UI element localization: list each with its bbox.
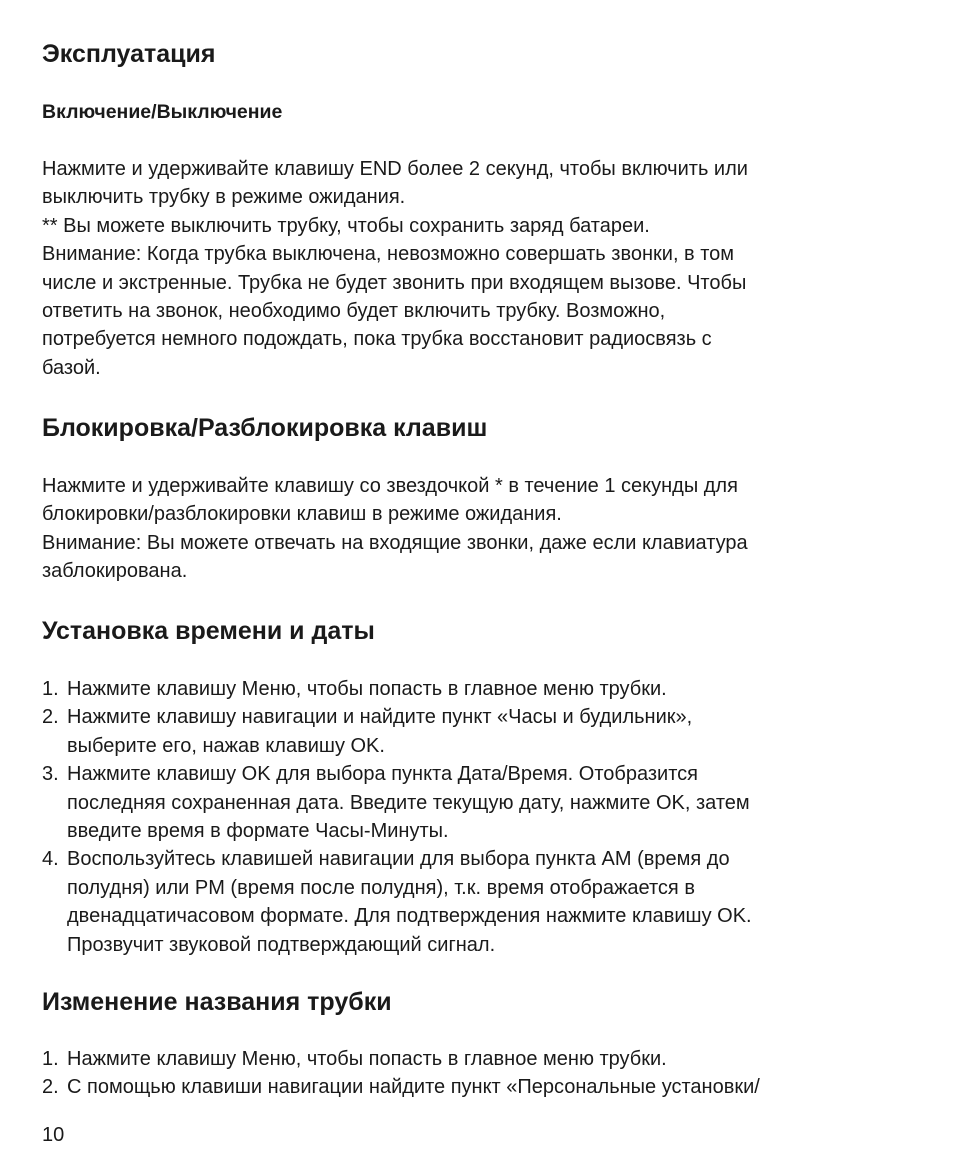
text-line: ** Вы можете выключить трубку, чтобы сохранить заряд батареи. xyxy=(42,214,650,237)
list-item-number: 2. xyxy=(42,1076,59,1099)
text-line: полудня) или PM (время после полудня), т.к. время отображается в xyxy=(67,876,695,899)
list-item-number: 1. xyxy=(42,1048,59,1070)
list-item-number: 1. xyxy=(42,678,59,700)
text-line: Нажмите клавишу навигации и найдите пункт «Часы и будильник», xyxy=(67,706,693,729)
text-line: последняя сохраненная дата. Введите текущую дату, нажмите OK, затем xyxy=(67,791,750,814)
text-line: базой. xyxy=(42,356,101,379)
list-item xyxy=(42,1073,922,1101)
text-line: Нажмите клавишу Меню, чтобы попасть в главное меню трубки. xyxy=(67,678,667,700)
text-line: введите время в формате Часы-Минуты. xyxy=(67,820,449,843)
text-line: заблокирована. xyxy=(42,560,188,583)
keylock-paragraph xyxy=(42,472,922,586)
section-heading-rename: Изменение названия трубки xyxy=(42,988,392,1016)
text-line: Внимание: Вы можете отвечать на входящие звонки, даже если клавиатура xyxy=(42,531,748,554)
text-line: Нажмите и удерживайте клавишу со звездочкой * в течение 1 секунды для xyxy=(42,475,738,497)
list-item-number: 3. xyxy=(42,763,59,786)
text-line: ответить на звонок, необходимо будет включить трубку. Возможно, xyxy=(42,300,666,323)
datetime-steps-list xyxy=(42,675,922,959)
text-line: двенадцатичасовом формате. Для подтверждения нажмите клавишу OK. xyxy=(67,905,752,928)
text-line: Внимание: Когда трубка выключена, невозможно совершать звонки, в том xyxy=(42,243,735,266)
text-line: Нажмите клавишу OK для выбора пункта Дата/Время. Отобразится xyxy=(67,763,698,786)
text-line: Воспользуйтесь клавишей навигации для выбора пункта AM (время до xyxy=(67,848,730,871)
text-line: Нажмите клавишу Меню, чтобы попасть в главное меню трубки. xyxy=(67,1048,667,1070)
text-line: С помощью клавиши навигации найдите пункт «Персональные установки/ xyxy=(67,1076,760,1099)
list-item xyxy=(42,1045,922,1073)
list-item xyxy=(42,675,922,703)
section-heading-keylock: Блокировка/Разблокировка клавиш xyxy=(42,414,488,442)
list-item-number: 2. xyxy=(42,706,59,729)
section-heading-power: Включение/Выключение xyxy=(42,101,283,123)
power-paragraph xyxy=(42,155,922,382)
text-line: выберите его, нажав клавишу OK. xyxy=(67,734,385,757)
rename-steps-list xyxy=(42,1045,922,1102)
list-item xyxy=(42,845,922,959)
list-item xyxy=(42,760,922,845)
list-item-number: 4. xyxy=(42,848,59,871)
text-line: блокировки/разблокировки клавиш в режиме ожидания. xyxy=(42,503,562,526)
text-line: числе и экстренные. Трубка не будет звонить при входящем вызове. Чтобы xyxy=(42,271,747,294)
text-line: Нажмите и удерживайте клавишу END более 2 секунд, чтобы включить или xyxy=(42,158,748,180)
page-number: 10 xyxy=(42,1124,65,1146)
text-line: Прозвучит звуковой подтверждающий сигнал. xyxy=(67,933,496,956)
list-item xyxy=(42,703,922,760)
text-line: потребуется немного подождать, пока трубка восстановит радиосвязь с xyxy=(42,328,712,351)
page-title: Эксплуатация xyxy=(42,40,216,68)
text-line: выключить трубку в режиме ожидания. xyxy=(42,186,406,209)
section-heading-datetime: Установка времени и даты xyxy=(42,617,375,645)
